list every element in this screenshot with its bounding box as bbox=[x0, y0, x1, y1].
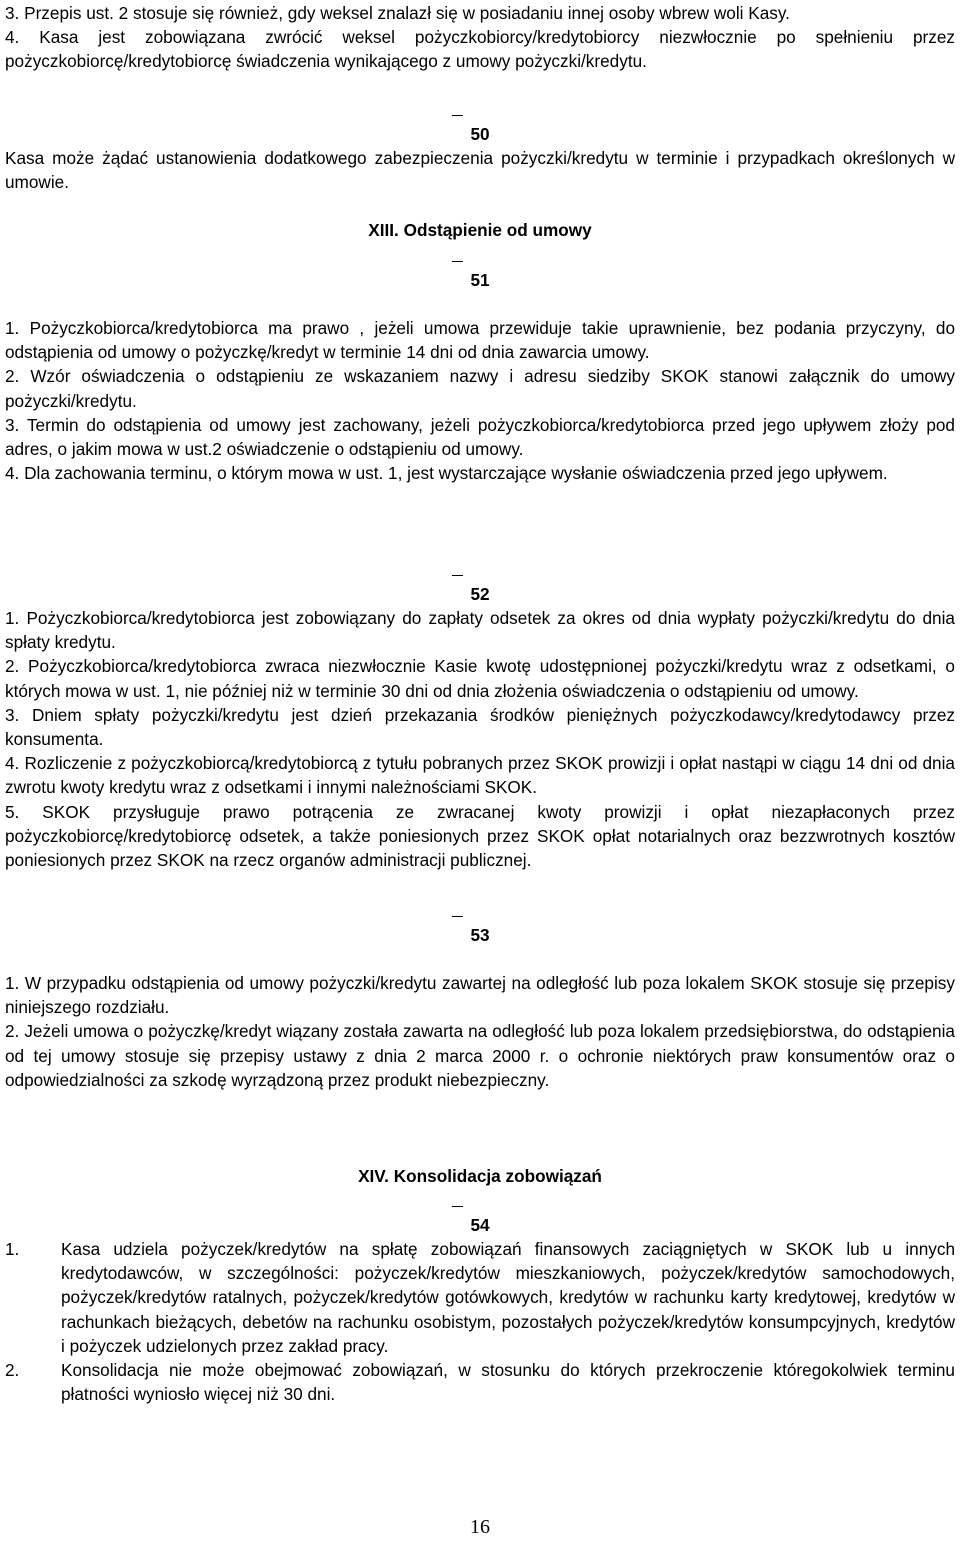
paragraph: Kasa może żądać ustanowienia dodatkowego zabezpieczenia pożyczki/kredytu w terminie i przypadkach określonych w umowie. bbox=[5, 148, 955, 193]
paragraph: 2. Pożyczkobiorca/kredytobiorca zwraca niezwłocznie Kasie kwotę udostępnionej pożyczki/kredytu wraz z odsetkami, o których mowa w ust. 1, nie później niż w terminie 30 dni od dnia złożenia oświadczenia o odstąpieniu od umowy. bbox=[5, 656, 955, 701]
numbered-item bbox=[5, 1358, 955, 1406]
numbered-item bbox=[5, 1237, 955, 1358]
paragraph: 3. Termin do odstąpienia od umowy jest zachowany, jeżeli pożyczkobiorca/kredytobiorca przed jego upływem złoży pod adres, o jakim mowa w ust.2 oświadczenie o odstąpieniu od umowy. bbox=[5, 414, 955, 460]
paragraph: Kasa udziela pożyczek/kredytów na spłatę zobowiązań finansowych zaciągniętych w SKOK lub u innych kredytodawców, w szczególności: pożyczek/kredytów mieszkaniowych, pożyczek/kredytów samochodowych, pożyczek/kredytów ratalnych, pożyczek/kredytów gotówkowych, kredytów w rachunku karty kredytowej, kredytów w rachunkach bieżących, debetów na rachunku osobistym, pozostałych pożyczek/kredytów konsumpcyjnych, kredytów i pożyczek udzielonych przez zakład pracy. bbox=[61, 1239, 955, 1356]
paragraph: 4. Kasa jest zobowiązana zwrócić weksel pożyczkobiorcy/kredytobiorcy niezwłocznie po spełnieniu przez pożyczkobiorcę/kredytobiorcę świadczenia wynikającego z umowy pożyczki/kredytu. bbox=[5, 27, 955, 72]
chapter-heading: XIV. Konsolidacja zobowiązań bbox=[358, 1166, 602, 1186]
page-number: 16 bbox=[470, 1516, 490, 1538]
item-number: 2. bbox=[5, 1360, 20, 1381]
paragraph: 3. Dniem spłaty pożyczki/kredytu jest dzień przekazania środków pieniężnych pożyczkodawcy/kredytodawcy przez konsumenta. bbox=[5, 704, 955, 750]
section-number: 53 bbox=[470, 925, 490, 945]
paragraph: 3. Przepis ust. 2 stosuje się również, gdy weksel znalazł się w posiadaniu innej osoby wbrew woli Kasy. bbox=[5, 3, 790, 23]
paragraph: 5. SKOK przysługuje prawo potrącenia ze zwracanej kwoty prowizji i opłat niezapłaconych przez pożyczkobiorcę/kredytobiorcę odsetek, a także poniesionych przez SKOK opłat notarialnych oraz bezzwrotnych kosztów poniesionych przez SKOK na rzecz organów administracji publicznej. bbox=[5, 801, 955, 871]
paragraph: 4. Dla zachowania terminu, o którym mowa w ust. 1, jest wystarczające wysłanie oświadczenia przed jego upływem. bbox=[5, 463, 888, 484]
paragraph: 2. Jeżeli umowa o pożyczkę/kredyt wiązany została zawarta na odległość lub poza lokalem przedsiębiorstwa, do odstąpienia od tej umowy stosuje się przepisy ustawy z dnia 2 marca 2000 r. o ochronie niektórych praw konsumentów oraz o odpowiedzialności za szkodę wyrządzoną przez produkt niebezpieczny. bbox=[5, 1021, 955, 1090]
section-number: 54 bbox=[470, 1215, 490, 1235]
paragraph: 1. Pożyczkobiorca/kredytobiorca jest zobowiązany do zapłaty odsetek za okres od dnia wypłaty pożyczki/kredytu do dnia spłaty kredytu. bbox=[5, 608, 955, 653]
paragraph: Konsolidacja nie może obejmować zobowiązań, w stosunku do których przekroczenie któregokolwiek terminu płatności wyniosło więcej niż 30 dni. bbox=[61, 1360, 955, 1405]
section-number: 50 bbox=[470, 124, 490, 144]
section-number: 51 bbox=[470, 270, 490, 290]
chapter-heading: XIII. Odstąpienie od umowy bbox=[368, 220, 592, 240]
paragraph: 1. Pożyczkobiorca/kredytobiorca ma prawo , jeżeli umowa przewiduje takie uprawnienie, bez podania przyczyny, do odstąpienia od umowy o pożyczkę/kredyt w terminie 14 dni od dnia zawarcia umowy. bbox=[5, 318, 955, 363]
item-number: 1. bbox=[5, 1239, 20, 1259]
paragraph: 1. W przypadku odstąpienia od umowy pożyczki/kredytu zawartej na odległość lub poza lokalem SKOK stosuje się przepisy niniejszego rozdziału. bbox=[5, 973, 955, 1018]
section-number: 52 bbox=[470, 584, 490, 604]
paragraph: 2. Wzór oświadczenia o odstąpieniu ze wskazaniem nazwy i adresu siedziby SKOK stanowi załącznik do umowy pożyczki/kredytu. bbox=[5, 366, 955, 411]
paragraph: 4. Rozliczenie z pożyczkobiorcą/kredytobiorcą z tytułu pobranych przez SKOK prowizji i opłat nastąpi w ciągu 14 dni od dnia zwrotu kwoty kredytu wraz z odsetkami i innymi należnościami SKOK. bbox=[5, 753, 955, 798]
